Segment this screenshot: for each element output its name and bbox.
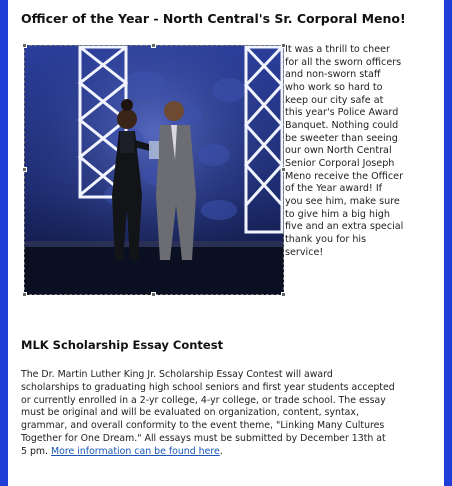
story-line: for all the sworn officers [285, 56, 402, 68]
newsletter-content [8, 0, 444, 486]
story-line: and non-sworn staff [285, 69, 381, 81]
body-line: The Dr. Martin Luther King Jr. Scholarship Essay Contest will award [21, 369, 333, 380]
story-line: Meno receive the Officer [285, 170, 404, 182]
story-line: thank you for his [285, 233, 367, 245]
award-photo-image [24, 45, 284, 295]
resize-handle-bottom[interactable] [151, 292, 156, 297]
more-information-link[interactable]: More information can be found here [51, 445, 220, 457]
left-border [0, 0, 8, 486]
story-line: to give him a big high [285, 208, 390, 220]
resize-handle-bottom-right[interactable] [281, 292, 286, 297]
story-line: It was a thrill to cheer [285, 44, 390, 55]
story-line: be sweeter than seeing [285, 132, 398, 144]
body-line-last [21, 446, 446, 459]
article-title-mlk-contest: MLK Scholarship Essay Contest [21, 338, 224, 352]
story-line: you see him, make sure [285, 195, 400, 207]
body-line: scholarships to graduating high school seniors and first year students accepted [21, 381, 395, 393]
story-line: five and an extra special [285, 221, 404, 233]
award-photo[interactable] [24, 45, 284, 295]
resize-handle-bottom-left[interactable] [22, 292, 27, 297]
body-line: grammar, and overall conformity to the event theme, "Linking Many Cultures [21, 420, 385, 432]
body-line: or currently enrolled in a 2-yr college, 4-yr college, or trade school. The essay [21, 394, 386, 406]
article-body-officer-of-year [285, 44, 444, 294]
story-line: Senior Corporal Joseph [285, 157, 395, 169]
body-line: must be original and will be evaluated on organization, content, syntax, [21, 407, 359, 419]
story-line: keep our city safe at [285, 94, 384, 106]
story-line: service! [285, 246, 324, 258]
body-line-prefix: 5 pm. [21, 445, 51, 457]
article-body-mlk-contest [21, 369, 446, 459]
article-title-officer-of-year: Officer of the Year - North Central's Sr. Corporal Meno! [21, 11, 406, 26]
resize-handle-top[interactable] [151, 43, 156, 48]
story-line: Banquet. Nothing could [285, 119, 399, 131]
story-line: this year's Police Award [285, 107, 399, 119]
story-line: our own North Central [285, 145, 392, 157]
body-line-suffix: . [219, 445, 223, 457]
story-line: of the Year award! If [285, 183, 383, 195]
resize-handle-top-left[interactable] [22, 43, 27, 48]
body-line: Together for One Dream." All essays must be submitted by December 13th at [21, 432, 386, 444]
story-line: who work so hard to [285, 81, 383, 93]
resize-handle-left[interactable] [22, 167, 27, 172]
